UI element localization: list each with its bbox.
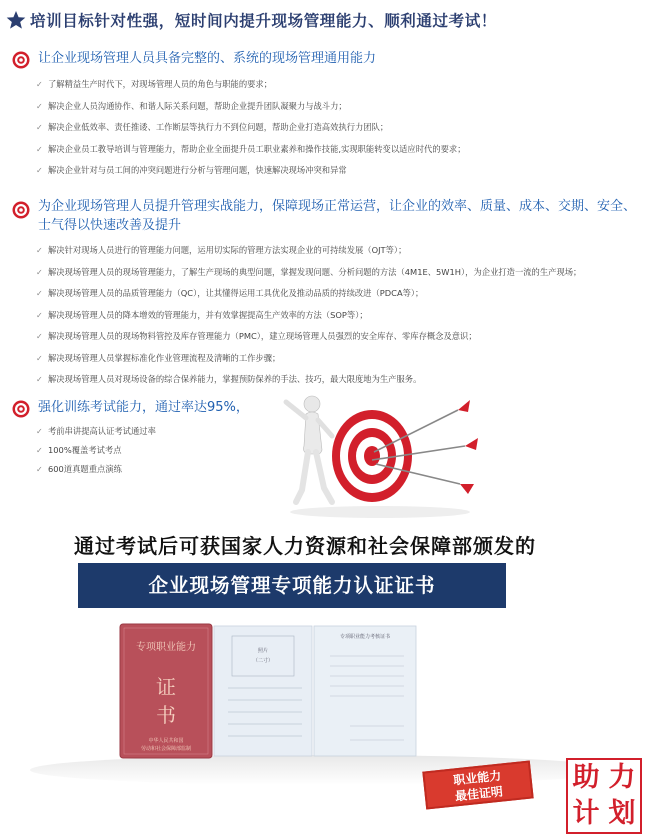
list-item: ✓ 解决现场管理人员对现场设备的综合保养能力，掌握预防保养的手法、技巧，最大限度地为生产服务。 [36,374,422,384]
check-icon: ✓ [36,166,43,175]
section-title: 强化训练考试能力，通过率达95%， [38,400,249,415]
check-icon: ✓ [36,465,43,474]
book-big-char-1: 证 [156,675,176,699]
check-icon: ✓ [36,353,43,363]
stamp-line-1: 职业能力 [452,768,502,788]
logo-char: 计 [572,798,600,829]
photo-size-label: （二寸） [252,658,274,664]
check-icon: ✓ [36,267,43,277]
check-icon: ✓ [36,246,43,255]
list-item: ✓ 解决企业低效率、责任推诿、工作断层等执行力不到位问题，帮助企业打造高效执行力团队； [36,122,389,132]
certificate-headline: 通过考试后可获国家人力资源和社会保障部颁发的 [74,534,536,558]
book-issuer-1: 中华人民共和国 [148,738,184,744]
item-list [0,78,650,186]
check-icon: ✓ [36,375,43,384]
photo-label: 照片 [257,648,269,654]
section-title: 为企业现场管理人员提升管理实战能力，保障现场正常运营，让企业的效率、质量、成本、交期、安全、士气得以快速改善及提升 [38,199,637,233]
section-practical-ability [0,197,650,395]
check-icon: ✓ [36,144,43,154]
list-item: ✓ 解决现场管理人员的现场管理能力，了解生产现场的典型问题，掌握发现问题、分析问题的方法（4M1E、5W1H），为企业打造一流的生产现场； [36,266,582,277]
list-item: ✓ 考前串讲提高认证考试通过率 [36,426,156,436]
target-icon [12,51,30,69]
logo-char: 力 [608,762,636,793]
list-item: ✓ 解决现场管理人员的现场物料管控及库存管理能力（PMC），建立现场管理人员强烈的安全库存、零库存概念及意识； [36,331,477,341]
logo-char: 划 [608,798,636,829]
item-list [0,244,650,395]
target-figure-illustration [280,390,480,520]
list-item: ✓ 解决现场管理人员的降本增效的管理能力，并有效掌握提高生产效率的方法（SOP等）； [36,309,368,320]
list-item: ✓ 600道真题重点演练 [36,464,122,474]
brand-logo [566,758,642,834]
book-title: 专项职业能力 [136,642,196,653]
check-icon: ✓ [36,80,43,89]
list-item: ✓ 100%覆盖考试考点 [36,445,122,455]
right-page-heading: 专项职业能力考核证书 [339,634,391,640]
list-item: ✓ 了解精益生产时代下，对现场管理人员的角色与职能的要求； [36,79,273,89]
logo-char: 助 [572,762,600,793]
target-icon [12,400,30,418]
check-icon: ✓ [36,427,43,436]
check-icon: ✓ [36,310,43,320]
check-icon: ✓ [36,289,43,298]
list-item: ✓ 解决企业员工教导培训与管理能力，帮助企业全面提升员工职业素养和操作技能,实现职能转变以适应时代的要求； [36,143,466,154]
section-general-ability [0,50,650,186]
target-icon [12,201,30,219]
star-icon [6,10,26,30]
certificate-books-image [110,622,430,762]
page-header [0,0,650,40]
section-title: 让企业现场管理人员具备完整的、系统的现场管理通用能力 [38,51,377,66]
list-item: ✓ 解决现场管理人员掌握标准化作业管理流程及清晰的工作步骤； [36,352,281,363]
check-icon: ✓ [36,446,43,455]
check-icon: ✓ [36,123,43,132]
list-item: ✓ 解决企业针对与员工间的冲突问题进行分析与管理问题，快速解决现场冲突和异常 [36,165,347,175]
certificate-banner: 企业现场管理专项能力认证证书 [78,563,506,608]
list-item: ✓ 解决针对现场人员进行的管理能力问题，运用切实际的管理方法实现企业的可持续发展（OJT等）； [36,245,407,255]
book-big-char-2: 书 [156,703,176,727]
book-issuer-2: 劳动和社会保障部监制 [140,746,192,752]
check-icon: ✓ [36,101,43,111]
page-title: 培训目标针对性强，短时间内提升现场管理能力、顺利通过考试！ [30,12,497,30]
check-icon: ✓ [36,332,43,341]
list-item: ✓ 解决企业人员沟通协作、和谐人际关系问题，帮助企业提升团队凝聚力与战斗力； [36,100,347,111]
figure-icon [286,396,332,502]
stamp-line-2: 最佳证明 [454,784,504,804]
list-item: ✓ 解决现场管理人员的品质管理能力（QC），让其懂得运用工具优化及推动品质的持续改进（PDCA等）； [36,288,424,298]
